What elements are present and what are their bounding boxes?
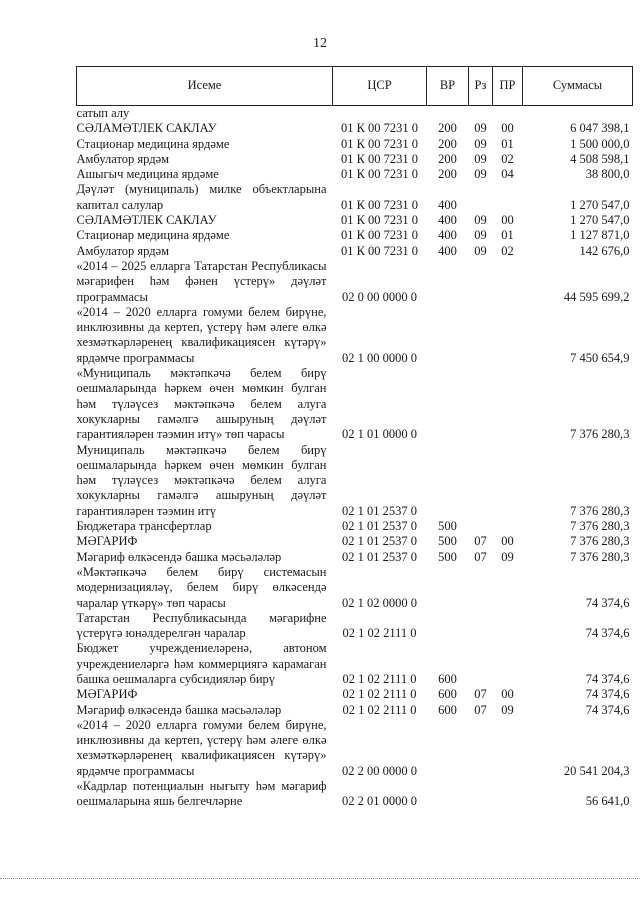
cell-csr: 02 1 01 2537 0 <box>342 519 417 534</box>
cell-rz: 07 <box>474 687 487 702</box>
table-row <box>77 121 633 136</box>
cell-rz: 07 <box>474 549 487 564</box>
table-row <box>77 259 633 305</box>
cell-csr: 02 2 01 0000 0 <box>342 794 417 809</box>
cell-name: СӘЛАМӘТЛЕК САКЛАУ <box>76 213 217 228</box>
table-row <box>77 213 633 228</box>
cell-rz <box>469 779 493 810</box>
cell-sum: 7 376 280,3 <box>570 503 630 518</box>
cell-vr <box>427 611 469 642</box>
cell-pr <box>493 366 523 442</box>
cell-name: Татарстан Республикасында мәгарифне үстерүгә юнәлдерелгән чаралар <box>76 610 327 641</box>
cell-csr: 01 К 00 7231 0 <box>340 121 419 136</box>
cell-sum: 74 374,6 <box>585 687 630 702</box>
table-body <box>77 106 633 810</box>
table-row <box>77 152 633 167</box>
table-row <box>77 106 633 122</box>
cell-vr <box>427 366 469 442</box>
cell-name: Дәүләт (муниципаль) милке объектларына капитал салулар <box>76 182 327 212</box>
cell-pr: 02 <box>501 243 514 258</box>
cell-rz: 09 <box>474 228 487 243</box>
cell-name: МӘГАРИФ <box>76 687 138 702</box>
cell-csr: 01 К 00 7231 0 <box>340 167 419 182</box>
cell-csr: 02 1 01 2537 0 <box>342 534 417 549</box>
cell-sum: 7 376 280,3 <box>570 549 630 564</box>
cell-sum: 44 595 699,2 <box>563 289 630 304</box>
cell-pr <box>493 259 523 305</box>
budget-table <box>76 66 633 810</box>
cell-rz: 09 <box>474 213 487 228</box>
cell-vr <box>427 718 469 779</box>
table-row <box>77 167 633 182</box>
table-row <box>77 565 633 611</box>
cell-pr <box>493 718 523 779</box>
column-header-sum: Суммасы <box>523 67 633 106</box>
cell-sum: 74 374,6 <box>585 671 630 686</box>
table-row <box>77 779 633 810</box>
cell-pr <box>493 305 523 366</box>
cell-vr: 600 <box>438 687 457 702</box>
cell-rz: 07 <box>474 534 487 549</box>
table-row <box>77 611 633 642</box>
cell-sum: 7 376 280,3 <box>570 427 630 442</box>
cell-sum: 1 127 871,0 <box>570 228 630 243</box>
cell-vr <box>427 305 469 366</box>
cell-name: Бюджетара трансфертлар <box>76 519 212 534</box>
page-number: 12 <box>313 36 327 51</box>
cell-csr: 02 1 02 2111 0 <box>342 671 417 686</box>
cell-rz: 09 <box>474 121 487 136</box>
table-row <box>77 550 633 565</box>
cell-vr: 200 <box>438 151 457 166</box>
cell-pr <box>493 519 523 534</box>
cell-vr: 400 <box>438 197 457 212</box>
cell-sum <box>523 106 633 122</box>
table-row <box>77 718 633 779</box>
cell-pr: 00 <box>501 121 514 136</box>
cell-csr: 02 1 00 0000 0 <box>342 350 417 365</box>
cell-rz <box>469 611 493 642</box>
table-row <box>77 641 633 687</box>
cell-name: «2014 – 2020 елларга гомуми белем бирүне, инклюзивны да кертеп, үстерү һәм әлеге өлкә хезмәткәрләренең квалификациясен күтәрү» ярдәмче программасы <box>76 304 327 365</box>
cell-name: Амбулатор ярдәм <box>76 243 170 258</box>
cell-name: «Муниципаль мәктәпкәчә белем бирү оешмаларында һәркем өчен мөмкин булган һәм түләүсез мәктәпкәчә белем алуга хокукларны гамәлгә ашыруның дәүләт гарантияләрен тәэмин итү» төп чарасы <box>76 366 327 442</box>
cell-sum: 38 800,0 <box>585 167 630 182</box>
cell-rz <box>469 641 493 687</box>
column-header-vr: ВР <box>427 67 469 106</box>
cell-vr <box>427 259 469 305</box>
cell-sum: 1 270 547,0 <box>570 197 630 212</box>
cell-vr: 600 <box>438 671 457 686</box>
cell-pr: 00 <box>501 534 514 549</box>
column-header-csr: ЦСР <box>333 67 427 106</box>
cell-csr: 02 1 02 2111 0 <box>342 687 417 702</box>
cell-csr: 01 К 00 7231 0 <box>340 213 419 228</box>
cell-csr: 01 К 00 7231 0 <box>340 151 419 166</box>
cell-csr: 02 1 01 2537 0 <box>342 503 417 518</box>
cell-pr: 09 <box>501 702 514 717</box>
cell-sum: 7 376 280,3 <box>570 519 630 534</box>
cell-rz: 07 <box>474 702 487 717</box>
cell-vr <box>427 565 469 611</box>
cell-vr: 500 <box>438 549 457 564</box>
cell-csr: 01 К 00 7231 0 <box>340 197 419 212</box>
cell-pr: 00 <box>501 687 514 702</box>
cell-pr: 01 <box>501 136 514 151</box>
cell-vr <box>427 779 469 810</box>
cell-rz: 09 <box>474 151 487 166</box>
cell-csr: 02 1 01 2537 0 <box>342 549 417 564</box>
cell-sum: 6 047 398,1 <box>570 121 630 136</box>
cell-pr <box>493 779 523 810</box>
cell-vr: 400 <box>438 243 457 258</box>
cell-sum: 74 374,6 <box>585 702 630 717</box>
cell-pr: 01 <box>501 228 514 243</box>
cell-sum: 7 376 280,3 <box>570 534 630 549</box>
cell-name: Стационар медицина ярдәме <box>76 228 230 243</box>
cell-rz <box>469 519 493 534</box>
cell-pr: 02 <box>501 151 514 166</box>
column-header-rz: Рз <box>469 67 493 106</box>
cell-sum: 1 270 547,0 <box>570 213 630 228</box>
cell-sum: 56 641,0 <box>585 794 630 809</box>
cell-rz: 09 <box>474 243 487 258</box>
cell-vr: 400 <box>438 213 457 228</box>
column-header-name: Исеме <box>77 67 333 106</box>
cell-rz <box>469 565 493 611</box>
table-row <box>77 182 633 213</box>
cell-csr: 01 К 00 7231 0 <box>340 243 419 258</box>
cell-name: Мәгариф өлкәсендә башка мәсьәләләр <box>76 549 282 564</box>
cell-sum: 142 676,0 <box>579 243 630 258</box>
cell-vr: 500 <box>438 534 457 549</box>
cell-sum: 74 374,6 <box>585 595 630 610</box>
cell-vr <box>427 443 469 519</box>
cell-vr: 500 <box>438 519 457 534</box>
cell-name: Амбулатор ярдәм <box>76 151 170 166</box>
scan-edge-dots <box>0 878 640 879</box>
cell-name: Ашыгыч медицина ярдәме <box>76 167 219 182</box>
cell-sum: 4 508 598,1 <box>570 151 630 166</box>
cell-rz: 09 <box>474 167 487 182</box>
cell-sum: 20 541 204,3 <box>563 763 630 778</box>
cell-pr <box>493 611 523 642</box>
table-row <box>77 244 633 259</box>
cell-csr <box>333 106 427 122</box>
cell-vr: 600 <box>438 702 457 717</box>
cell-rz <box>469 718 493 779</box>
table-row <box>77 305 633 366</box>
cell-sum: 74 374,6 <box>585 626 630 641</box>
cell-name: «Мәктәпкәчә белем бирү системасын модернизацияләү, белем бирү өлкәсендә чаралар үткәрү» төп чарасы <box>76 564 327 610</box>
cell-pr: 04 <box>501 167 514 182</box>
cell-name: «2014 – 2025 елларга Татарстан Республикасы мәгарифен һәм фәнен үстерү» дәүләт программасы <box>76 258 327 304</box>
cell-pr <box>493 106 523 122</box>
cell-pr: 00 <box>501 213 514 228</box>
cell-rz <box>469 106 493 122</box>
cell-rz <box>469 305 493 366</box>
cell-vr: 400 <box>438 228 457 243</box>
cell-vr: 200 <box>438 136 457 151</box>
cell-csr: 02 1 02 0000 0 <box>342 595 417 610</box>
cell-rz: 09 <box>474 136 487 151</box>
cell-rz <box>469 366 493 442</box>
table-row <box>77 687 633 702</box>
cell-name: Мәгариф өлкәсендә башка мәсьәләләр <box>76 702 282 717</box>
cell-rz <box>469 259 493 305</box>
cell-vr: 200 <box>438 121 457 136</box>
cell-csr: 02 1 01 0000 0 <box>342 427 417 442</box>
cell-sum: 7 450 654,9 <box>570 350 630 365</box>
cell-pr <box>493 565 523 611</box>
cell-csr: 02 0 00 0000 0 <box>342 289 417 304</box>
table-row <box>77 443 633 519</box>
cell-name: сатып алу <box>76 106 130 120</box>
cell-name: МӘГАРИФ <box>76 534 138 549</box>
table-row <box>77 137 633 152</box>
cell-name: Муниципаль мәктәпкәчә белем бирү оешмаларында һәркем өчен мөмкин булган һәм түләүсез мәктәпкәчә белем алуга хокукларны гамәлгә ашыруның дәүләт гарантияләрен тәэмин итү <box>76 442 327 518</box>
cell-rz <box>469 443 493 519</box>
cell-csr: 02 1 02 2111 0 <box>342 702 417 717</box>
cell-pr <box>493 182 523 213</box>
cell-sum: 1 500 000,0 <box>570 136 630 151</box>
column-header-pr: ПР <box>493 67 523 106</box>
cell-name: Бюджет учреждениеләренә, автоном учреждениеләргә һәм коммерциягә карамаган башка оешмаларга субсидияләр бирү <box>76 641 327 686</box>
cell-csr: 02 1 02 2111 0 <box>342 626 417 641</box>
cell-vr <box>427 106 469 122</box>
cell-name: Стационар медицина ярдәме <box>76 136 230 151</box>
table-header-row <box>77 67 633 106</box>
cell-pr: 09 <box>501 549 514 564</box>
cell-name: СӘЛАМӘТЛЕК САКЛАУ <box>76 121 217 136</box>
cell-vr: 200 <box>438 167 457 182</box>
table-row <box>77 534 633 549</box>
table-row <box>77 519 633 534</box>
cell-csr: 01 К 00 7231 0 <box>340 136 419 151</box>
cell-name: «Кадрлар потенциалын нығыту һәм мәгариф оешмаларына яшь белгечләрне <box>76 779 327 809</box>
table-row <box>77 228 633 243</box>
cell-csr: 01 К 00 7231 0 <box>340 228 419 243</box>
table-row <box>77 366 633 442</box>
cell-pr <box>493 641 523 687</box>
cell-rz <box>469 182 493 213</box>
cell-pr <box>493 443 523 519</box>
table-row <box>77 703 633 718</box>
cell-name: «2014 – 2020 елларга гомуми белем бирүне, инклюзивны да кертеп, үстерү һәм әлеге өлкә хезмәткәрләренең квалификациясен күтәрү» ярдәмче программасы <box>76 717 327 778</box>
cell-csr: 02 2 00 0000 0 <box>342 763 417 778</box>
